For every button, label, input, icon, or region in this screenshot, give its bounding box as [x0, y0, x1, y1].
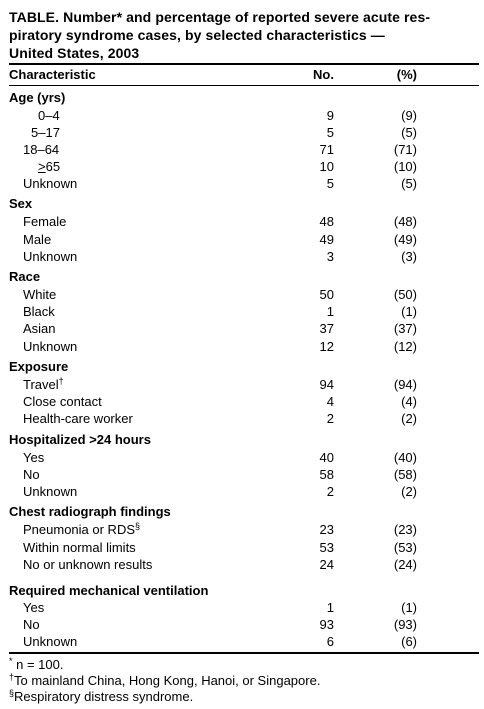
row-label: Health-care worker: [23, 411, 133, 426]
title-line-2: piratory syndrome cases, by selected characteristics —: [9, 27, 385, 43]
section-chest-radiograph: Chest radiograph findings: [9, 504, 171, 519]
table-row: [9, 393, 479, 411]
row-percent: (53): [393, 540, 417, 555]
table-row: [9, 376, 479, 394]
table-row: [9, 124, 479, 142]
bottom-rule: [9, 652, 479, 654]
row-label: No: [23, 617, 40, 632]
table-row: [9, 410, 479, 428]
row-number: 48: [319, 214, 334, 229]
footnote-text: To mainland China, Hong Kong, Hanoi, or Singapore.: [14, 673, 321, 688]
row-number: 50: [319, 287, 334, 302]
row-label: Unknown: [23, 484, 78, 499]
row-label: [23, 376, 64, 394]
section-exposure: Exposure: [9, 359, 69, 374]
table-row: [9, 320, 479, 338]
table-row: [9, 466, 479, 484]
row-label: [38, 158, 60, 176]
row-number: 24: [319, 557, 334, 572]
table-row: [9, 483, 479, 501]
row-label: Unknown: [23, 634, 78, 649]
row-number: 23: [319, 522, 334, 537]
row-number: 12: [319, 339, 334, 354]
row-percent: (71): [393, 142, 417, 157]
row-percent: (12): [393, 339, 417, 354]
row-percent: (48): [393, 214, 417, 229]
footnote-rds: [9, 689, 193, 705]
row-number: 5: [326, 176, 334, 191]
row-percent: (23): [393, 522, 417, 537]
row-label: 0–4: [38, 108, 60, 123]
section-sex: Sex: [9, 196, 33, 211]
section-hospitalized: Hospitalized >24 hours: [9, 432, 151, 447]
header-characteristic: Characteristic: [9, 67, 96, 82]
table-row: [9, 303, 479, 321]
row-percent: (49): [393, 232, 417, 247]
section-footnote-mark: §: [9, 688, 15, 698]
row-percent: (40): [393, 450, 417, 465]
table-row: [9, 556, 479, 574]
row-number: 94: [319, 377, 334, 392]
row-percent: (5): [401, 176, 417, 191]
row-label: White: [23, 287, 57, 302]
row-percent: (37): [393, 321, 417, 336]
row-percent: (9): [401, 108, 417, 123]
row-label-text: Pneumonia or RDS: [23, 522, 135, 537]
row-label: No: [23, 467, 40, 482]
row-label: [23, 521, 140, 539]
row-label: Asian: [23, 321, 56, 336]
title-line-1: TABLE. Number* and percentage of reported severe acute res-: [9, 9, 431, 25]
row-number: 2: [326, 411, 334, 426]
table-row: [9, 616, 479, 634]
header-percent: (%): [396, 67, 417, 82]
dagger-footnote-mark: †: [9, 672, 15, 682]
section-mechanical-ventilation: Required mechanical ventilation: [9, 583, 209, 598]
section-footnote-mark: §: [135, 521, 141, 531]
table-row: [9, 213, 479, 231]
table-row: [9, 248, 479, 266]
row-percent: (1): [401, 600, 417, 615]
row-label: 5–17: [31, 125, 60, 140]
row-label: Unknown: [23, 249, 78, 264]
top-rule: [9, 63, 479, 65]
row-number: 10: [319, 159, 334, 174]
row-number: 37: [319, 321, 334, 336]
row-number: 9: [326, 108, 334, 123]
row-number: 4: [326, 394, 334, 409]
footnote-travel: [9, 673, 320, 689]
row-number: 1: [326, 600, 334, 615]
row-percent: (93): [393, 617, 417, 632]
row-label: No or unknown results: [23, 557, 153, 572]
row-label-text: Travel: [23, 377, 59, 392]
row-label: Black: [23, 304, 55, 319]
table-row: [9, 158, 479, 176]
row-number: 71: [319, 142, 334, 157]
table-header-row: [9, 66, 479, 84]
row-percent: (94): [393, 377, 417, 392]
table-row: [9, 175, 479, 193]
row-percent: (24): [393, 557, 417, 572]
table-row: [9, 449, 479, 467]
row-number: 6: [326, 634, 334, 649]
row-number: 1: [326, 304, 334, 319]
row-percent: (1): [401, 304, 417, 319]
row-label: Within normal limits: [23, 540, 136, 555]
table-row: [9, 141, 479, 159]
table-row: [9, 107, 479, 125]
row-number: 2: [326, 484, 334, 499]
row-label: Unknown: [23, 176, 78, 191]
asterisk-footnote-mark: *: [9, 656, 13, 666]
row-percent: (3): [401, 249, 417, 264]
row-percent: (50): [393, 287, 417, 302]
row-label: Yes: [23, 450, 45, 465]
header-rule: [9, 85, 479, 86]
row-label: Close contact: [23, 394, 102, 409]
row-number: 5: [326, 125, 334, 140]
row-percent: (10): [393, 159, 417, 174]
row-number: 3: [326, 249, 334, 264]
row-label: 18–64: [23, 142, 60, 157]
row-number: 58: [319, 467, 334, 482]
row-percent: (4): [401, 394, 417, 409]
section-race: Race: [9, 269, 41, 284]
greater-or-equal-sign: >: [38, 159, 46, 174]
table-title: [9, 8, 479, 62]
row-percent: (2): [401, 484, 417, 499]
row-number: 53: [319, 540, 334, 555]
table-row: [9, 231, 479, 249]
row-label: Female: [23, 214, 67, 229]
table-row: [9, 633, 479, 651]
header-number: No.: [313, 67, 334, 82]
row-percent: (58): [393, 467, 417, 482]
table-row: [9, 286, 479, 304]
title-line-3: United States, 2003: [9, 45, 140, 61]
footnote-n: [9, 657, 63, 673]
row-percent: (6): [401, 634, 417, 649]
row-number: 40: [319, 450, 334, 465]
dagger-footnote-mark: †: [58, 376, 64, 386]
footnote-text: n = 100.: [12, 657, 64, 672]
row-percent: (5): [401, 125, 417, 140]
footnote-text: Respiratory distress syndrome.: [14, 689, 194, 704]
row-label: Unknown: [23, 339, 78, 354]
row-number: 93: [319, 617, 334, 632]
table-row: [9, 521, 479, 539]
row-number: 49: [319, 232, 334, 247]
section-age: Age (yrs): [9, 90, 66, 105]
row-label: Yes: [23, 600, 45, 615]
row-label: Male: [23, 232, 52, 247]
table-row: [9, 599, 479, 617]
row-label-text: 65: [45, 159, 61, 174]
table-row: [9, 539, 479, 557]
table-row: [9, 338, 479, 356]
row-percent: (2): [401, 411, 417, 426]
